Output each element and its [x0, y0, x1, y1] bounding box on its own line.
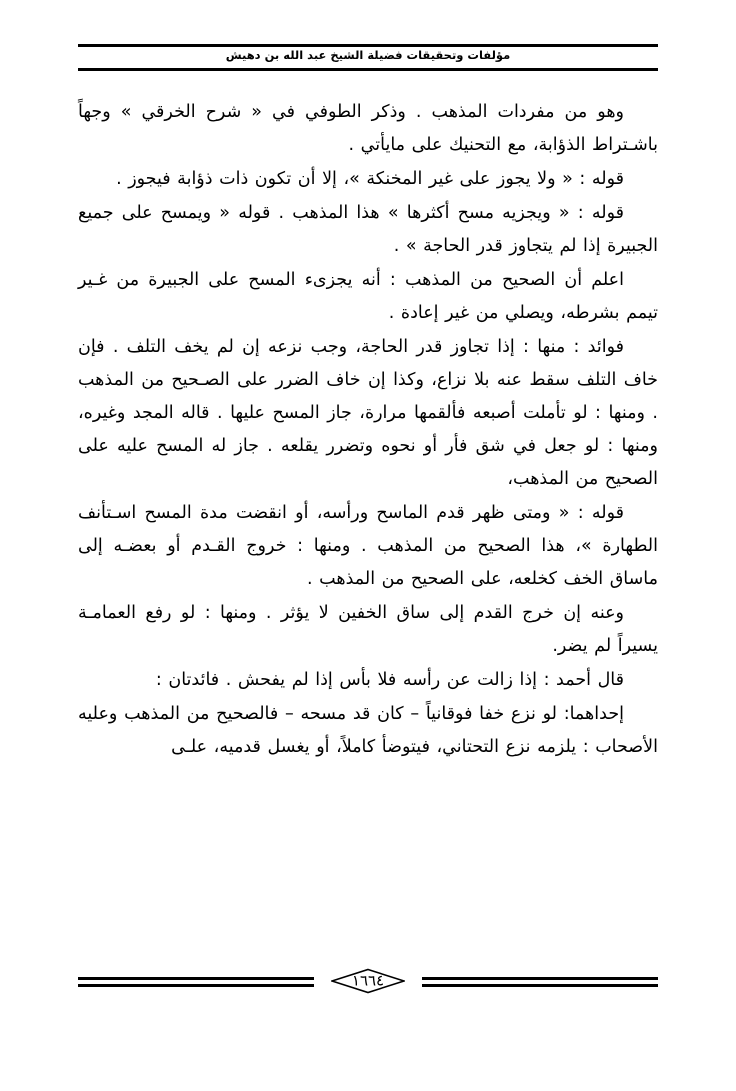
paragraph: وعنه إن خرج القدم إلى ساق الخفين لا يؤثر . ومنها : لو رفع العمامـة يسيراً لم يضر.: [78, 603, 658, 656]
paragraph: قوله : « ولا يجوز على غير المخنكة »، إلا أن تكون ذات ذؤابة فيجوز .: [116, 169, 624, 189]
header-title: مؤلفات وتحقيقات فضيلة الشيخ عبد الله بن دهيش: [225, 48, 511, 62]
paragraph: قوله : « ومتى ظهر قدم الماسح ورأسه، أو انقضت مدة المسح اسـتأنف الطهارة »، هذا الصحيح من المذهب . ومنها : خروج القـدم أو بعضـه إلى ماساق الخف كخلعه، على الصحيح من المذهب .: [78, 503, 658, 589]
page-number: ١٦٦٤: [351, 971, 385, 990]
header-rule-bottom: [78, 68, 658, 71]
header-rule-top: [78, 44, 658, 47]
paragraph: قال أحمد : إذا زالت عن رأسه فلا بأس إذا لم يفحش . فائدتان :: [155, 670, 624, 690]
paragraph: وهو من مفردات المذهب . وذكر الطوفي في « شرح الخرقي » وجهاً باشـتراط الذؤابة، مع التحنيك على مايأتي .: [78, 102, 658, 155]
paragraph: اعلم أن الصحيح من المذهب : أنه يجزىء المسح على الجبيرة من غـير تيمم بشرطه، ويصلي من غير إعادة .: [78, 270, 658, 323]
paragraph: فوائد : منها : إذا تجاوز قدر الحاجة، وجب نزعه إن لم يخف التلف . فإن خاف التلف سقط عنه بلا نزاع، وكذا إن خاف الضرر على الصـحيح من المذهب . ومنها : لو تأملت أصبعه فألقمها مرارة، جاز المسح عليها . قاله المجد وغيره، ومنها : لو جعل في شق فأر أو نحوه وتضرر يقلعه . جاز له المسح عليه على الصحيح من المذهب،: [78, 337, 658, 489]
header-title-wrap: [216, 48, 521, 62]
page-body: [78, 96, 658, 765]
page-footer: [78, 959, 658, 1003]
paragraph: إحداهما: لو نزع خفا فوقانياً – كان قد مسحه – فالصحيح من المذهب وعليه الأصحاب : يلزمه نزع التحتاني، فيتوضأ كاملاً، أو يغسل قدميه، علـى: [78, 704, 658, 757]
paragraph: قوله : « ويجزيه مسح أكثرها » هذا المذهب . قوله « ويمسح على جميع الجبيرة إذا لم يتجاوز قدر الحاجة » .: [78, 203, 658, 256]
page-header: [78, 44, 658, 74]
page-number-box: [314, 959, 422, 1003]
